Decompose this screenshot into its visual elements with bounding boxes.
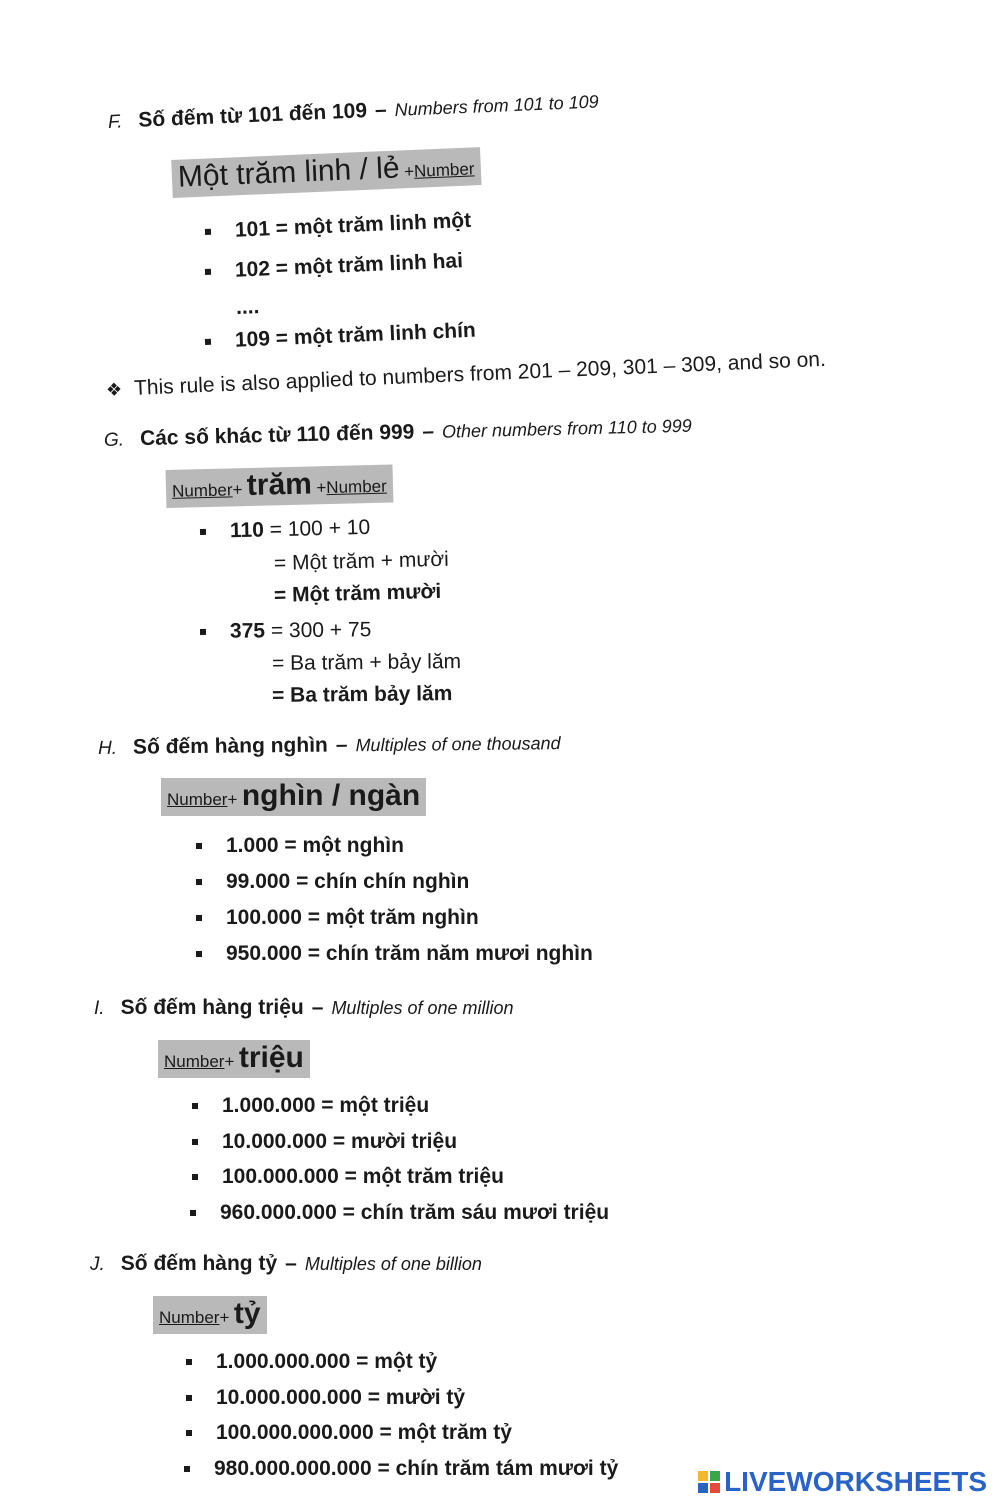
- formula-number: Number: [413, 159, 475, 181]
- list-item: [192, 1165, 504, 1189]
- formula-word: tỷ: [233, 1297, 261, 1330]
- section-f-formula: [171, 147, 481, 197]
- list-item: [196, 834, 404, 858]
- section-i-heading: [94, 996, 514, 1020]
- section-letter: I.: [94, 998, 105, 1019]
- bullet: [186, 1430, 192, 1436]
- section-letter: G.: [103, 429, 125, 451]
- dash: –: [422, 419, 435, 444]
- section-title: Số đếm hàng nghìn: [132, 733, 328, 759]
- bullet: [192, 1139, 198, 1145]
- section-title: Số đếm hàng triệu: [120, 996, 304, 1019]
- bullet: [192, 1103, 198, 1109]
- item-text: 102 = một trăm linh hai: [234, 249, 464, 282]
- section-title: Các số khác từ 110 đến 999: [139, 420, 415, 451]
- section-g-formula: [166, 464, 394, 507]
- section-english: Multiples of one million: [331, 998, 514, 1018]
- formula-number-left: Number: [171, 480, 233, 501]
- formula-word: trăm: [246, 467, 313, 503]
- item-text: 950.000 = chín trăm năm mươi nghìn: [226, 942, 593, 965]
- dash: –: [285, 1252, 297, 1275]
- formula-number-right: Number: [326, 476, 387, 498]
- formula-main: Một trăm linh / lẻ: [177, 151, 401, 194]
- section-english: Multiples of one billion: [304, 1254, 482, 1274]
- section-english: Multiples of one thousand: [355, 733, 561, 756]
- bullet: [184, 1466, 190, 1472]
- section-letter: J.: [90, 1254, 105, 1275]
- formula-plus-right: +: [316, 478, 327, 498]
- formula-plus-left: +: [232, 480, 243, 500]
- example-result: = Ba trăm bảy lăm: [271, 682, 453, 707]
- example-375: [200, 618, 372, 644]
- list-item: [196, 942, 593, 966]
- logo-text: LIVEWORKSHEETS: [724, 1466, 987, 1497]
- section-j-formula: [153, 1296, 267, 1334]
- bullet: [200, 629, 206, 635]
- formula-plus: +: [403, 161, 415, 182]
- list-item: [196, 870, 469, 894]
- bullet: [205, 229, 211, 235]
- formula-number: Number: [164, 1052, 225, 1071]
- item-text: 109 = một trăm linh chín: [234, 318, 477, 352]
- section-f-heading: [107, 89, 599, 134]
- liveworksheets-logo: [698, 1466, 987, 1498]
- item-text: 10.000.000 = mười triệu: [222, 1130, 458, 1153]
- bullet: [205, 339, 211, 345]
- dash: –: [374, 98, 388, 122]
- section-i-formula: [158, 1040, 310, 1078]
- item-text: 10.000.000.000 = mười tỷ: [216, 1386, 466, 1409]
- formula-number: Number: [159, 1308, 220, 1327]
- diamond-bullet-icon: ❖: [105, 379, 123, 400]
- item-text: 101 = một trăm linh một: [234, 208, 472, 242]
- section-english: Numbers from 101 to 109: [394, 91, 600, 120]
- item-text: 1.000.000.000 = một tỷ: [216, 1350, 438, 1373]
- list-item: [190, 1201, 609, 1225]
- example-110: [200, 516, 371, 544]
- dash: –: [335, 733, 348, 757]
- rule-note: [105, 348, 826, 402]
- bullet: [186, 1395, 192, 1401]
- list-item: [204, 209, 471, 244]
- list-item: [196, 906, 479, 930]
- item-text: 980.000.000.000 = chín trăm tám mươi tỷ: [214, 1457, 619, 1480]
- list-item: [186, 1386, 465, 1410]
- formula-number: Number: [167, 790, 228, 809]
- formula-word: triệu: [238, 1041, 304, 1074]
- ellipsis: ....: [235, 295, 260, 319]
- example-line: = 100 + 10: [269, 515, 371, 542]
- example-result: = Một trăm mười: [273, 579, 442, 607]
- section-title: Số đếm từ 101 đến 109: [137, 99, 368, 132]
- formula-plus: +: [219, 1308, 230, 1327]
- bullet: [192, 1174, 198, 1180]
- note-text: This rule is also applied to numbers from 201 – 209, 301 – 309, and so on.: [133, 347, 827, 400]
- list-item: [204, 319, 476, 354]
- bullet: [200, 529, 206, 535]
- item-text: 960.000.000 = chín trăm sáu mươi triệu: [220, 1201, 610, 1224]
- bullet: [186, 1359, 192, 1365]
- item-text: 1.000 = một nghìn: [226, 834, 404, 857]
- section-g-heading: [104, 414, 692, 452]
- list-item: [186, 1350, 437, 1374]
- section-letter: F.: [107, 111, 123, 133]
- example-line: = Một trăm + mười: [273, 547, 450, 575]
- list-item: [186, 1421, 512, 1445]
- bullet: [196, 915, 202, 921]
- bullet: [196, 843, 202, 849]
- formula-word: nghìn / ngàn: [241, 779, 421, 812]
- section-h-formula: [161, 778, 426, 816]
- section-j-heading: [90, 1252, 482, 1276]
- item-text: 100.000 = một trăm nghìn: [226, 906, 479, 929]
- bullet: [190, 1210, 196, 1216]
- dash: –: [311, 996, 324, 1019]
- formula-plus: +: [227, 790, 238, 809]
- list-item: [192, 1094, 429, 1118]
- formula-plus: +: [224, 1052, 235, 1071]
- section-h-heading: [98, 731, 561, 760]
- example-number: 110: [229, 518, 265, 543]
- list-item: [192, 1130, 457, 1154]
- example-number: 375: [229, 619, 266, 643]
- item-text: 1.000.000 = một triệu: [222, 1094, 430, 1117]
- bullet: [196, 879, 202, 885]
- list-item: [204, 249, 463, 284]
- example-line: = Ba trăm + bảy lăm: [271, 650, 462, 675]
- section-title: Số đếm hàng tỷ: [120, 1252, 278, 1275]
- bullet: [196, 951, 202, 957]
- item-text: 100.000.000 = một trăm triệu: [222, 1165, 504, 1188]
- section-english: Other numbers from 110 to 999: [441, 415, 692, 442]
- bullet: [205, 269, 211, 275]
- list-item: [184, 1457, 618, 1481]
- example-line: = 300 + 75: [270, 618, 372, 643]
- item-text: 100.000.000.000 = một trăm tỷ: [216, 1421, 512, 1444]
- section-letter: H.: [97, 737, 118, 759]
- liveworksheets-logo-icon: [698, 1471, 720, 1493]
- item-text: 99.000 = chín chín nghìn: [226, 870, 470, 893]
